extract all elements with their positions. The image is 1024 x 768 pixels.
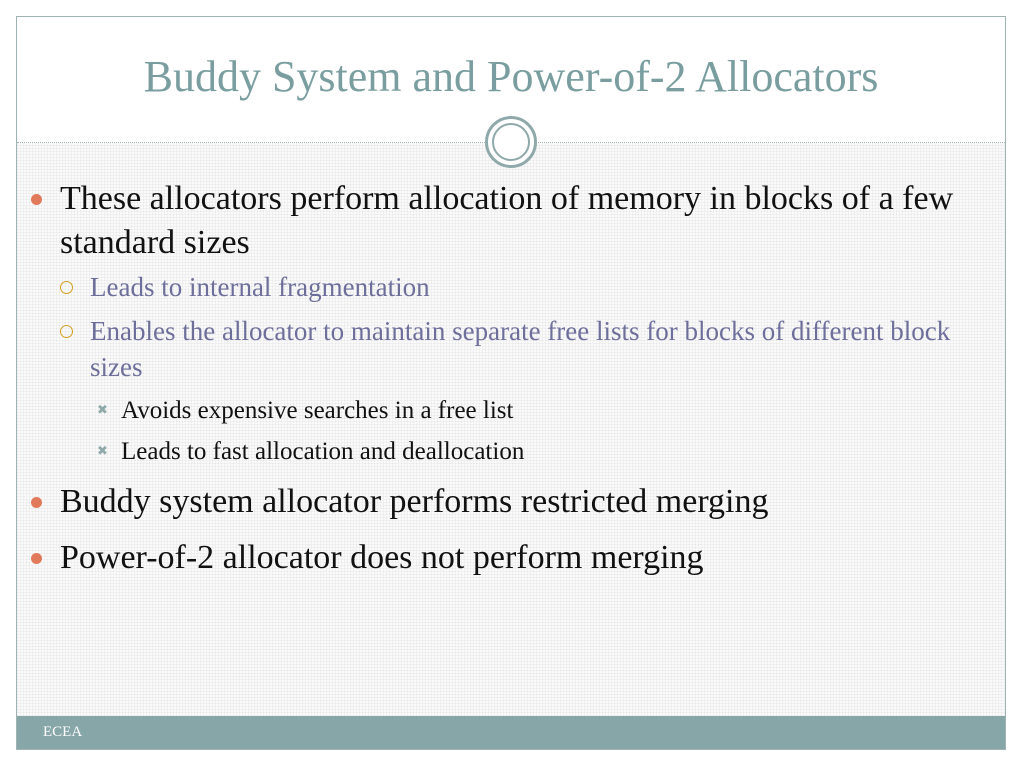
bullet-text: Buddy system allocator performs restricted merging: [60, 483, 769, 520]
bullet-dot-icon: [31, 194, 42, 205]
bullet-text: Power-of-2 allocator does not perform merging: [60, 539, 704, 576]
sub-bullet-item: [17, 269, 1005, 305]
footer-label: ECEA: [43, 724, 83, 740]
bullet-item: [17, 177, 1005, 265]
bullet-item: [17, 480, 1005, 524]
sub-sub-bullet-item: [17, 393, 1005, 429]
x-star-icon: ✖: [97, 444, 108, 459]
sub-sub-bullet-item: [17, 434, 1005, 470]
sub-sub-bullet-text: Leads to fast allocation and deallocation: [121, 438, 525, 465]
sub-bullet-text: Enables the allocator to maintain separate free lists for blocks of different block sizes: [90, 316, 951, 382]
ring-ornament-icon: [485, 116, 537, 168]
footer-bar: [17, 716, 1005, 749]
sub-bullet-item: [17, 313, 1005, 385]
slide: [16, 16, 1006, 750]
bullet-dot-icon: [31, 553, 42, 564]
slide-content: [17, 177, 1005, 584]
hollow-circle-icon: [60, 325, 73, 338]
sub-bullet-text: Leads to internal fragmentation: [90, 272, 430, 302]
sub-sub-bullet-text: Avoids expensive searches in a free list: [121, 397, 514, 424]
slide-title: Buddy System and Power-of-2 Allocators: [143, 52, 879, 101]
bullet-text: These allocators perform allocation of memory in blocks of a few standard sizes: [60, 180, 954, 261]
hollow-circle-icon: [60, 281, 73, 294]
bullet-item: [17, 536, 1005, 580]
bullet-dot-icon: [31, 497, 42, 508]
x-star-icon: ✖: [97, 403, 108, 418]
